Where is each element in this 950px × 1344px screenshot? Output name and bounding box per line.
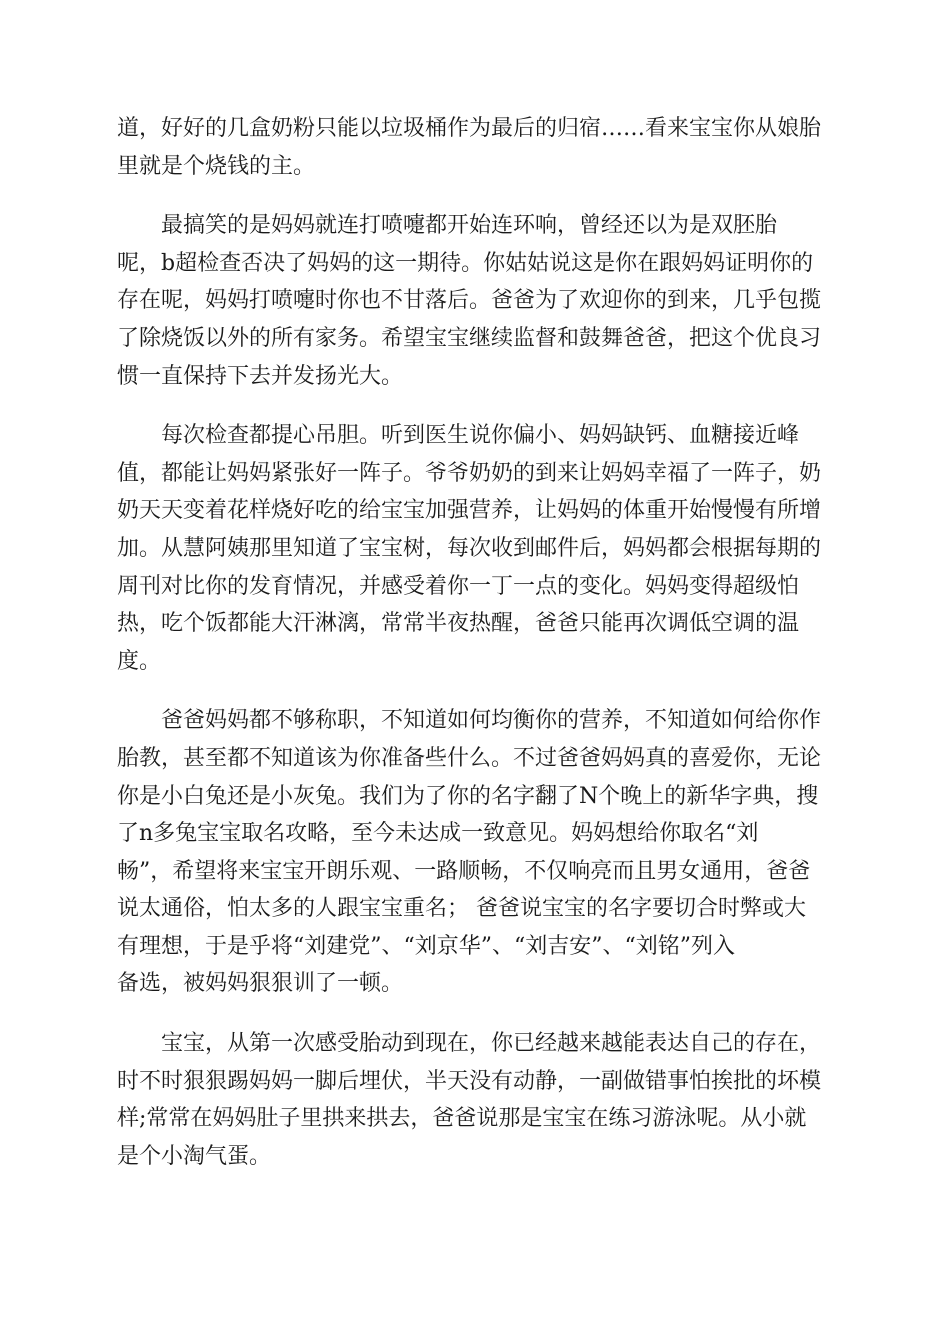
paragraph-line: 有理想，于是乎将“刘建党”、“刘京华”、“刘吉安”、“刘铭”列入: [117, 933, 735, 959]
paragraph-line: 度。: [117, 648, 162, 674]
paragraph-line: 时不时狠狠踢妈妈一脚后埋伏，半天没有动静，一副做错事怕挨批的坏模: [117, 1068, 822, 1094]
paragraph-line: 里就是个烧钱的主。: [117, 153, 316, 179]
paragraph-line: 道，好好的几盒奶粉只能以垃圾桶作为最后的归宿……看来宝宝你从娘胎: [117, 116, 822, 141]
paragraph-1: [117, 110, 833, 185]
paragraph-2: [117, 207, 833, 395]
paragraph-line: 样;常常在妈妈肚子里拱来拱去，爸爸说那是宝宝在练习游泳呢。从小就: [117, 1106, 807, 1132]
paragraph-line: 爸爸妈妈都不够称职，不知道如何均衡你的营养，不知道如何给你作: [161, 708, 822, 734]
paragraph-line: 周刊对比你的发育情况，并感受着你一丁一点的变化。妈妈变得超级怕: [117, 573, 800, 599]
paragraph-line: 存在呢，妈妈打喷嚏时你也不甘落后。爸爸为了欢迎你的到来，几乎包揽: [117, 288, 822, 314]
paragraph-line: 最搞笑的是妈妈就连打喷嚏都开始连环响，曾经还以为是双胚胎: [161, 213, 778, 239]
paragraph-line: 惯一直保持下去并发扬光大。: [117, 363, 404, 389]
paragraph-line: 每次检查都提心吊胆。听到医生说你偏小、妈妈缺钙、血糖接近峰: [161, 423, 800, 449]
paragraph-line: 宝宝，从第一次感受胎动到现在，你已经越来越能表达自己的存在，: [161, 1031, 822, 1057]
document-body: [117, 110, 833, 1197]
paragraph-line: 奶天天变着花样烧好吃的给宝宝加强营养，让妈妈的体重开始慢慢有所增: [117, 498, 822, 524]
paragraph-3: [117, 417, 833, 680]
paragraph-line: 备选，被妈妈狠狠训了一顿。: [117, 971, 404, 997]
paragraph-line: 是个小淘气蛋。: [117, 1143, 272, 1169]
paragraph-line: 呢，b超检查否决了妈妈的这一期待。你姑姑说这是你在跟妈妈证明你的: [117, 250, 814, 276]
paragraph-5: [117, 1025, 833, 1175]
paragraph-line: 了n多兔宝宝取名攻略，至今未达成一致意见。妈妈想给你取名“刘: [117, 821, 759, 847]
paragraph-4: [117, 702, 833, 1003]
paragraph-line: 你是小白兔还是小灰兔。我们为了你的名字翻了N个晚上的新华字典，搜: [117, 783, 819, 809]
paragraph-line: 加。从慧阿姨那里知道了宝宝树，每次收到邮件后，妈妈都会根据每期的: [117, 535, 822, 561]
paragraph-line: 胎教，甚至都不知道该为你准备些什么。不过爸爸妈妈真的喜爱你，无论: [117, 745, 822, 771]
paragraph-line: 了除烧饭以外的所有家务。希望宝宝继续监督和鼓舞爸爸，把这个优良习: [117, 325, 822, 351]
paragraph-line: 热，吃个饭都能大汗淋漓，常常半夜热醒，爸爸只能再次调低空调的温: [117, 611, 800, 637]
paragraph-line: 说太通俗，怕太多的人跟宝宝重名； 爸爸说宝宝的名字要切合时弊或大: [117, 896, 806, 922]
paragraph-line: 畅”，希望将来宝宝开朗乐观、一路顺畅，不仅响亮而且男女通用，爸爸: [117, 858, 811, 884]
paragraph-line: 值，都能让妈妈紧张好一阵子。爷爷奶奶的到来让妈妈幸福了一阵子，奶: [117, 460, 822, 486]
